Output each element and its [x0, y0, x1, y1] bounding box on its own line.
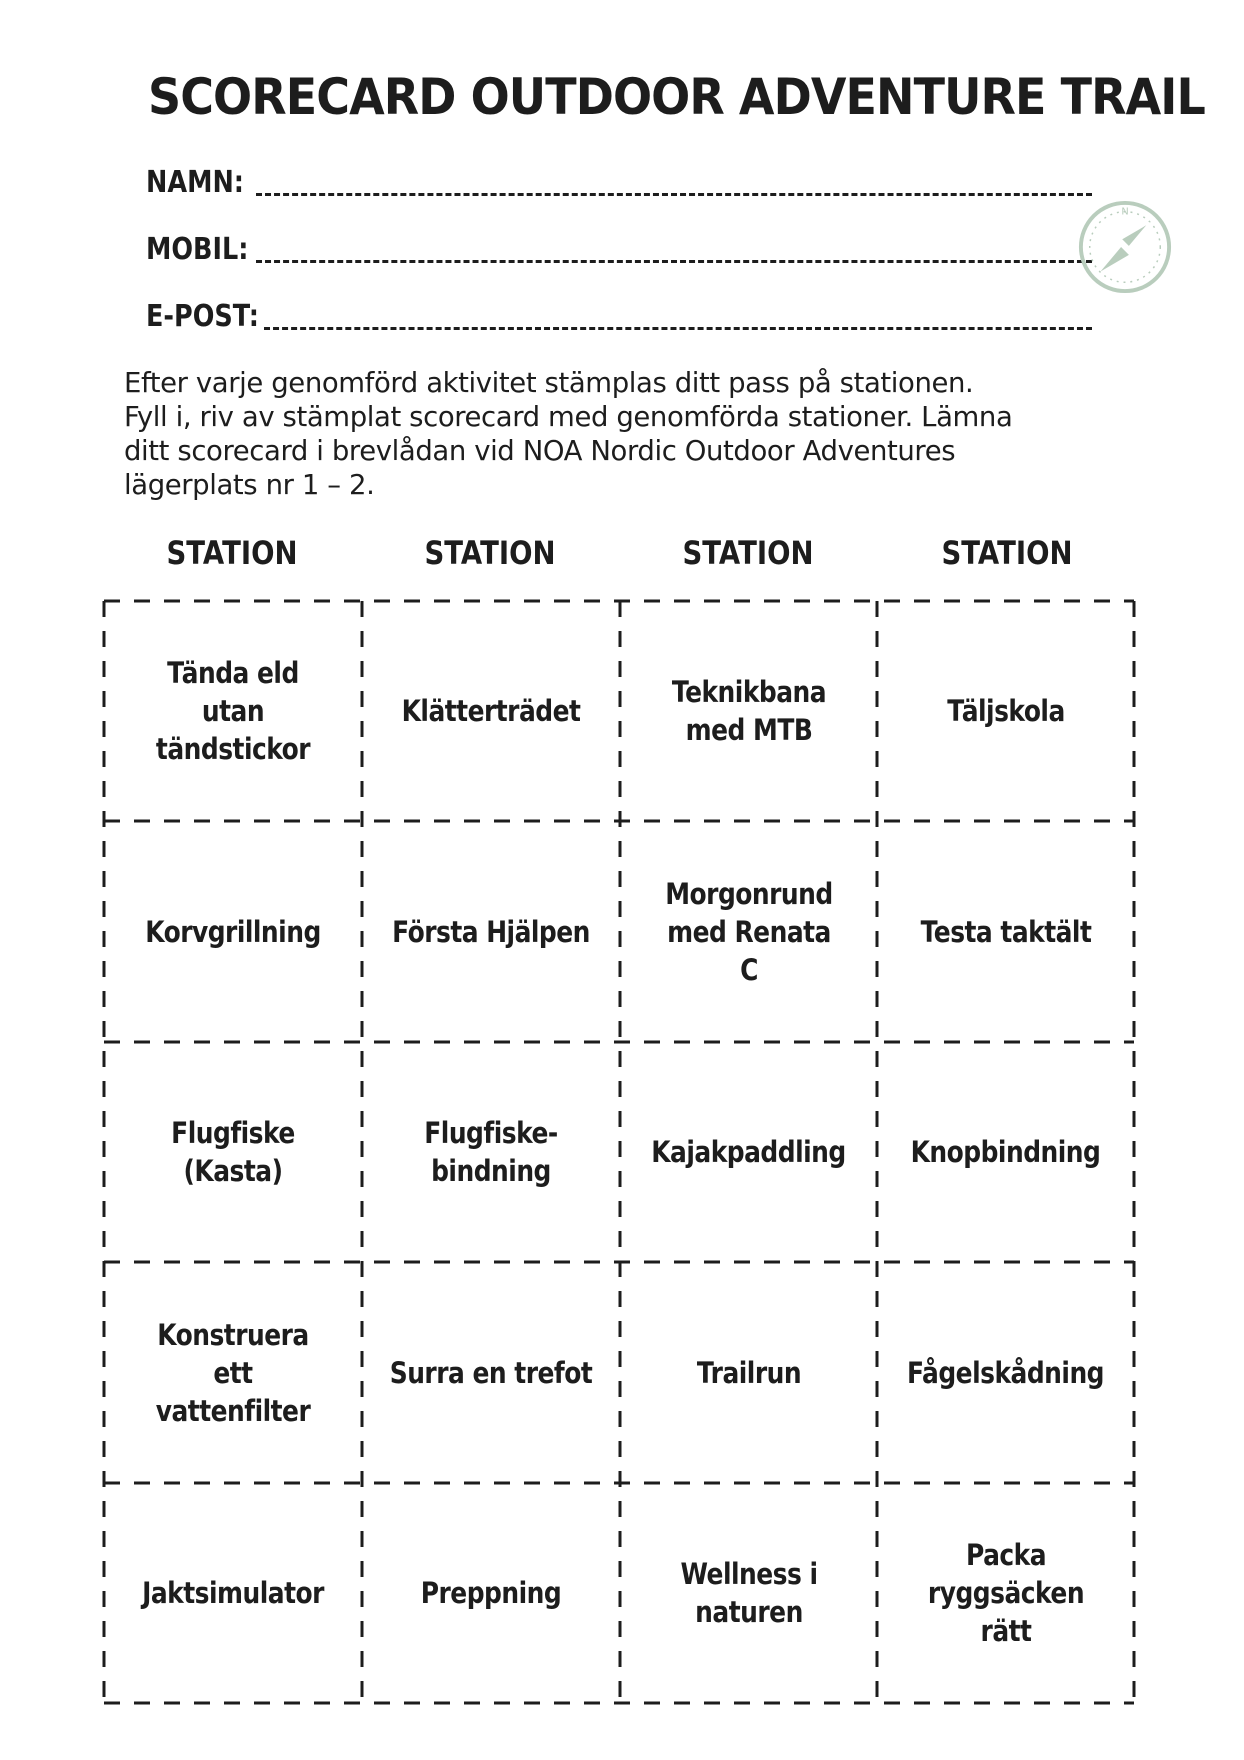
- column-header: STATION: [424, 534, 556, 572]
- station-cell[interactable]: [877, 601, 1134, 821]
- instruction-line: Efter varje genomförd aktivitet stämplas ditt pass på stationen.: [124, 367, 974, 399]
- station-label: Korvgrillning: [145, 914, 321, 949]
- compass-icon: [1076, 198, 1174, 296]
- station-label: Fågelskådning: [906, 1355, 1105, 1390]
- station-cell[interactable]: [362, 1262, 620, 1483]
- instruction-line: lägerplats nr 1 – 2.: [124, 469, 375, 501]
- station-label: Wellness i naturen: [679, 1557, 818, 1629]
- column-header: STATION: [941, 534, 1073, 572]
- station-label: Jaktsimulator: [142, 1576, 324, 1610]
- station-label: Första Hjälpen: [392, 914, 590, 949]
- email-field[interactable]: [146, 284, 279, 334]
- name-field[interactable]: [146, 150, 261, 200]
- mobile-line[interactable]: [256, 260, 1092, 263]
- station-cell[interactable]: [620, 821, 877, 1042]
- station-label: Flugfiske-bindning: [424, 1116, 558, 1188]
- station-cell[interactable]: [877, 1483, 1134, 1703]
- station-cell[interactable]: [104, 1262, 362, 1483]
- station-label: Knopbindning: [910, 1135, 1101, 1169]
- station-label: Flugfiske (Kasta): [171, 1116, 295, 1188]
- station-label: Morgonrund med Renata C: [664, 876, 833, 987]
- station-label: Klätterträdet: [401, 694, 581, 728]
- mobile-label: MOBIL:: [146, 232, 249, 267]
- station-cell[interactable]: [877, 1042, 1134, 1262]
- station-cell[interactable]: [877, 821, 1134, 1042]
- station-label: Kajakpaddling: [651, 1135, 846, 1169]
- name-label: NAMN:: [146, 165, 245, 200]
- instruction-line: Fyll i, riv av stämplat scorecard med genomförda stationer. Lämna: [124, 401, 1013, 433]
- station-cell[interactable]: [620, 601, 877, 821]
- station-label: Teknikbana med MTB: [671, 675, 826, 747]
- name-line[interactable]: [256, 193, 1092, 196]
- station-cell[interactable]: [362, 1483, 620, 1703]
- station-cell[interactable]: [362, 1042, 620, 1262]
- column-header: STATION: [166, 534, 298, 572]
- compass-north: N: [1121, 206, 1129, 218]
- station-label: Tända eld utan tändstickor: [155, 656, 311, 766]
- page-title: SCORECARD OUTDOOR ADVENTURE TRAIL: [148, 68, 1205, 126]
- station-cell[interactable]: [104, 1483, 362, 1703]
- email-label: E-POST:: [146, 299, 259, 334]
- station-label: Preppning: [420, 1576, 562, 1610]
- mobile-field[interactable]: [146, 217, 267, 267]
- station-cell[interactable]: [620, 1262, 877, 1483]
- station-cell[interactable]: [620, 1042, 877, 1262]
- station-cell[interactable]: [362, 601, 620, 821]
- instruction-line: ditt scorecard i brevlådan vid NOA Nordic Outdoor Adventures: [124, 435, 956, 467]
- station-cell[interactable]: [620, 1483, 877, 1703]
- station-cell[interactable]: [104, 821, 362, 1042]
- station-cell[interactable]: [877, 1262, 1134, 1483]
- station-cell[interactable]: [104, 1042, 362, 1262]
- instructions: [124, 366, 1124, 502]
- column-header: STATION: [682, 534, 814, 572]
- station-label: Trailrun: [696, 1355, 801, 1390]
- station-label: Täljskola: [946, 694, 1065, 728]
- station-label: Konstruera ett vattenfilter: [155, 1317, 311, 1428]
- station-label: Packa ryggsäcken rätt: [927, 1538, 1084, 1648]
- station-label: Surra en trefot: [389, 1355, 593, 1390]
- station-label: Testa taktält: [920, 914, 1091, 949]
- station-cell[interactable]: [362, 821, 620, 1042]
- station-cell[interactable]: [104, 601, 362, 821]
- email-line[interactable]: [264, 327, 1092, 330]
